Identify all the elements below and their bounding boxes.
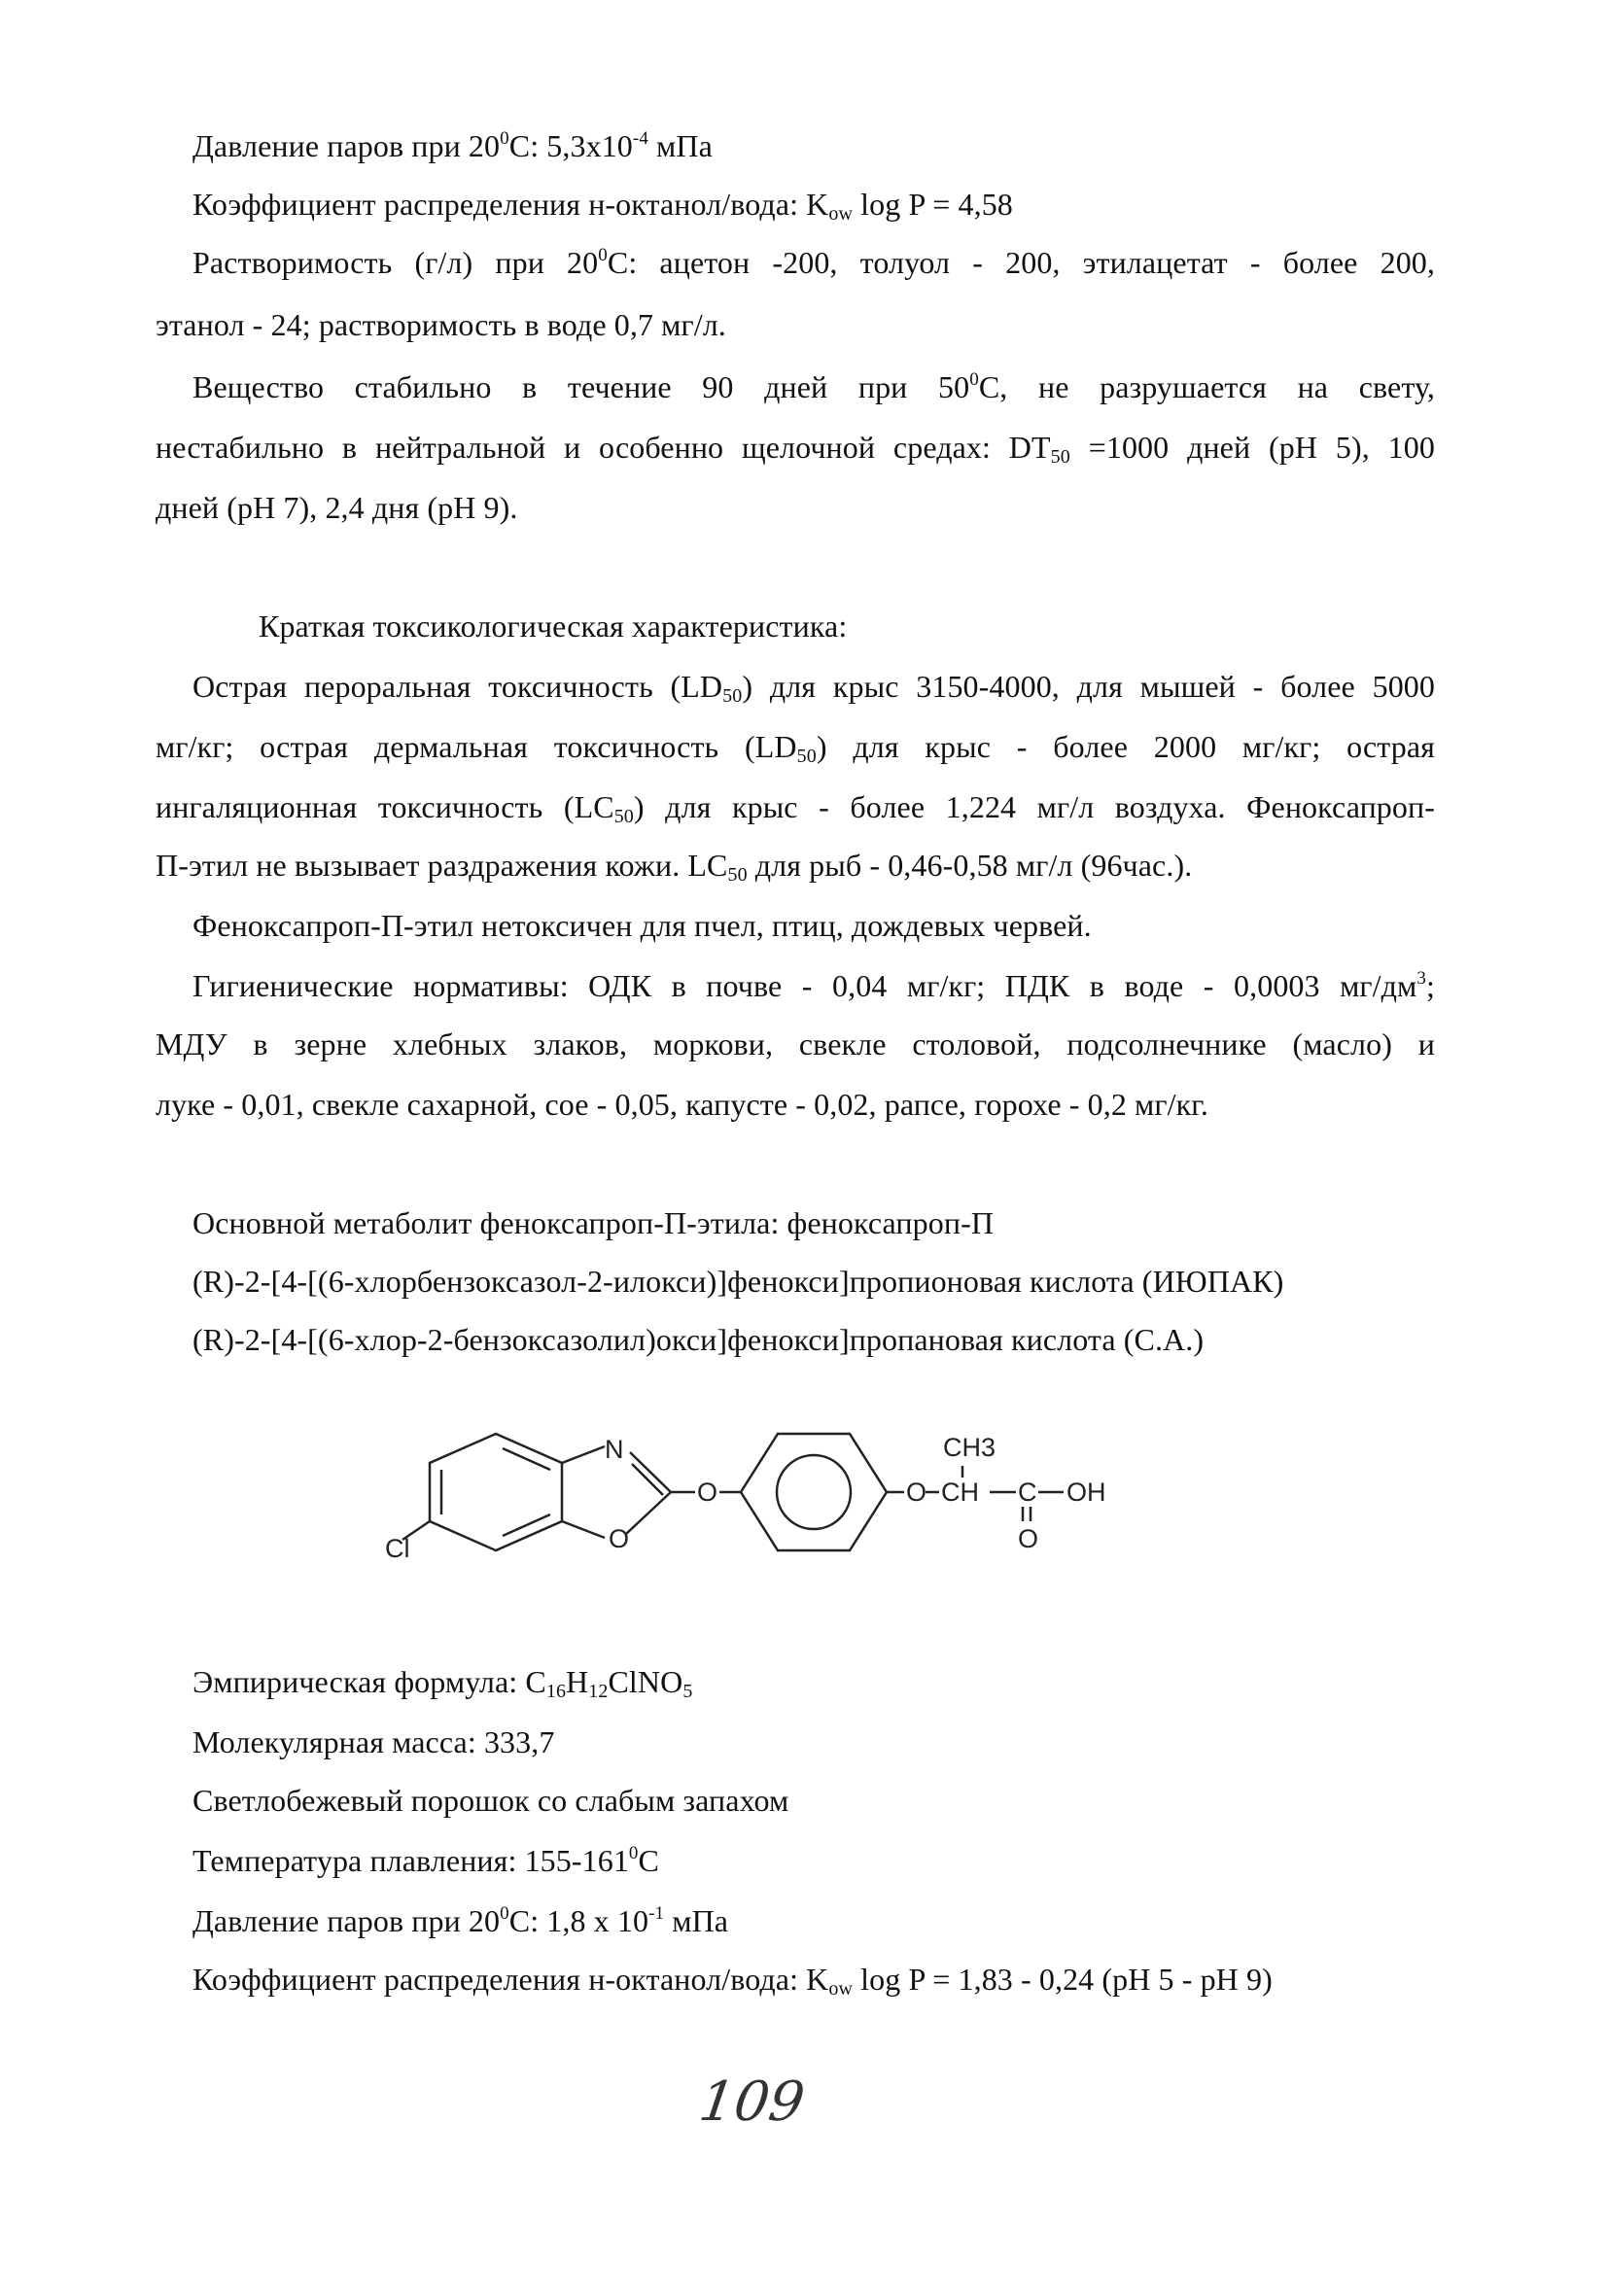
partition-coefficient-line-2: Коэффициент распределения н-октанол/вода: $K_{ow}$ log P = 1,83 - 0,24 (pH 5 - pH 9) (192, 1962, 1273, 2000)
solubility-line-cont: этанол - 24; растворимость в воде 0,7 мг/л. (156, 307, 726, 342)
stability-line-3: дней (pH 7), 2,4 дня (pH 9). (156, 490, 518, 525)
molecular-mass-line: Молекулярная масса: 333,7 (192, 1724, 555, 1759)
vapor-pressure-line: Давление паров при $20^0С$: $5,3х10^{-4}$ мПа (192, 128, 713, 163)
group-ch3: CH3 (943, 1433, 996, 1462)
dermal-toxicity-line: мг/кг; острая дермальная токсичность $(LD_{50})$ для крыс - более 2000 мг/кг; острая (156, 729, 1436, 767)
empirical-formula-line: Эмпирическая формула: $C_{16}H_{12}ClNO_5$ (192, 1664, 693, 1702)
atom-cl: Cl (385, 1534, 410, 1563)
group-oh: OH (1066, 1478, 1106, 1507)
stability-line-2: нестабильно в нейтральной и особенно щелочной средах: $DT_{50} =1000$ дней (pH 5), 100 (156, 430, 1435, 468)
atom-o-carbonyl: O (1018, 1524, 1039, 1553)
hygiene-norms-line: Гигиенические нормативы: ОДК в почве - 0,04 мг/кг; ПДК в воде - 0,0003 $мг/дм^3$; (192, 968, 1435, 1003)
metabolite-line: Основной метаболит феноксапроп-П-этила: феноксапроп-П (192, 1205, 995, 1240)
vapor-pressure-line-2: Давление паров при $20^0С$: 1,8 х $10^{-1}$ мПа (192, 1903, 729, 1938)
cas-name-line: (R)-2-[4-[(6-хлор-2-бензоксазолил)окси]фенокси]пропановая кислота (С.А.) (192, 1322, 1205, 1357)
atom-n: N (605, 1435, 624, 1464)
group-ch: CH (941, 1478, 979, 1507)
mrl-line-2: луке - 0,01, свекле сахарной, сое - 0,05, капусте - 0,02, рапсе, горохе - 0,2 мг/кг. (156, 1087, 1208, 1122)
melting-point-line: Температура плавления: $155-161^0С$ (192, 1843, 659, 1878)
skin-irritation-line: П-этил не вызывает раздражения кожи. $LC_{50}$ для рыб - 0,46-0,58 мг/л (96час.). (156, 848, 1193, 886)
appearance-line: Светлобежевый порошок со слабым запахом (192, 1783, 789, 1818)
toxicology-heading: Краткая токсикологическая характеристика: (259, 609, 848, 644)
oral-toxicity-line: Острая пероральная токсичность $(LD_{50})$ для крыс 3150-4000, для мышей - более 5000 (192, 669, 1435, 707)
atom-o-link1: O (697, 1478, 718, 1507)
iupac-name-line: (R)-2-[4-[(6-хлорбензоксазол-2-илокси)]фенокси]пропионовая кислота (ИЮПАК) (192, 1264, 1284, 1299)
solubility-line: Растворимость (г/л) при $20^0С$: ацетон -200, толуол - 200, этилацетат - более 200, (192, 245, 1435, 280)
structural-formula (385, 1419, 1167, 1614)
atom-o-link2: O (906, 1478, 927, 1507)
atom-o-ring: O (609, 1524, 630, 1553)
atom-c: C (1018, 1478, 1037, 1507)
inhalation-toxicity-line: ингаляционная токсичность $(LC_{50})$ для крыс - более 1,224 мг/л воздуха. Феноксапроп- (156, 789, 1435, 827)
mrl-line: МДУ в зерне хлебных злаков, моркови, свекле столовой, подсолнечнике (масло) и (156, 1026, 1435, 1061)
stability-line: Вещество стабильно в течение 90 дней при $50^0С$, не разрушается на свету, (192, 369, 1435, 404)
partition-coefficient-line: Коэффициент распределения н-октанол/вода: $K_{ow}$ log P = 4,58 (192, 187, 1013, 225)
nontoxic-line: Феноксапроп-П-этил нетоксичен для пчел, птиц, дождевых червей. (192, 908, 1092, 943)
page-number: 109 (695, 2070, 809, 2134)
